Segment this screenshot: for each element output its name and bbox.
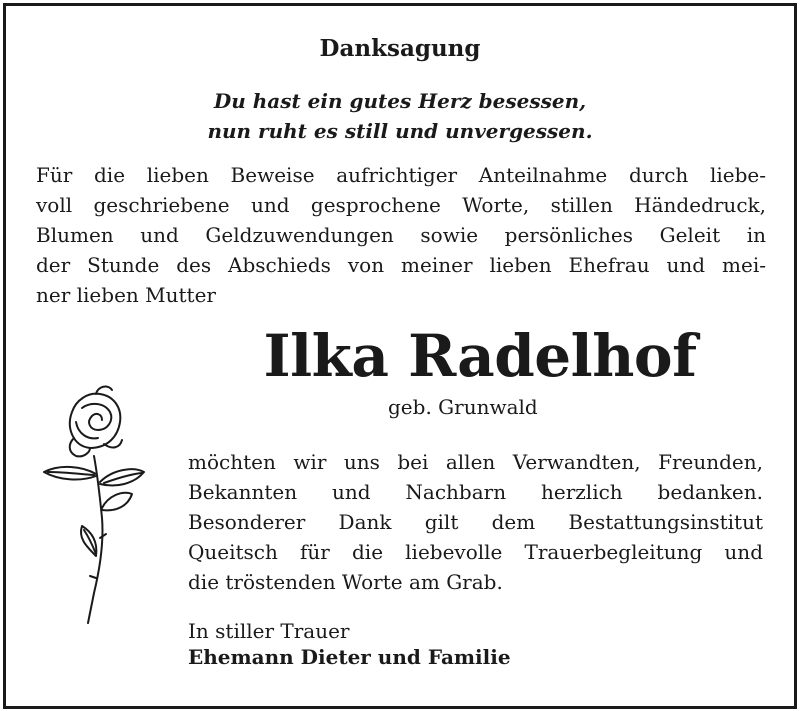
thanks-line: Besonderer Dank gilt dem Bestattungsinstitut (188, 510, 763, 534)
notice-title: Danksagung (319, 35, 481, 62)
motto-line: Du hast ein gutes Herz besessen, (213, 89, 587, 113)
thanks-line: Bekannten und Nachbarn herzlich bedanken. (188, 480, 763, 504)
motto (0, 86, 800, 146)
thanks-line: die tröstenden Worte am Grab. (188, 570, 503, 594)
intro-paragraph (36, 160, 766, 310)
thanks-line: möchten wir uns bei allen Verwandten, Freunden, (188, 450, 763, 474)
intro-line: voll geschriebene und gesprochene Worte, stillen Händedruck, (36, 193, 766, 217)
deceased-name: Ilka Radelhof (263, 322, 697, 390)
mourning-phrase: In stiller Trauer (188, 619, 350, 643)
thanks-paragraph (188, 447, 763, 597)
intro-line: ner lieben Mutter (36, 283, 216, 307)
rose-icon (38, 378, 148, 632)
maiden-name: geb. Grunwald (388, 395, 538, 419)
motto-line: nun ruht es still und unvergessen. (207, 119, 593, 143)
thanks-line: Queitsch für die liebevolle Trauerbegleitung und (188, 540, 763, 564)
intro-line: der Stunde des Abschieds von meiner lieben Ehefrau und mei- (36, 253, 766, 277)
intro-line: Blumen und Geldzuwendungen sowie persönliches Geleit in (36, 223, 766, 247)
intro-line: Für die lieben Beweise aufrichtiger Anteilnahme durch liebe- (36, 163, 766, 187)
signature: Ehemann Dieter und Familie (188, 645, 511, 669)
